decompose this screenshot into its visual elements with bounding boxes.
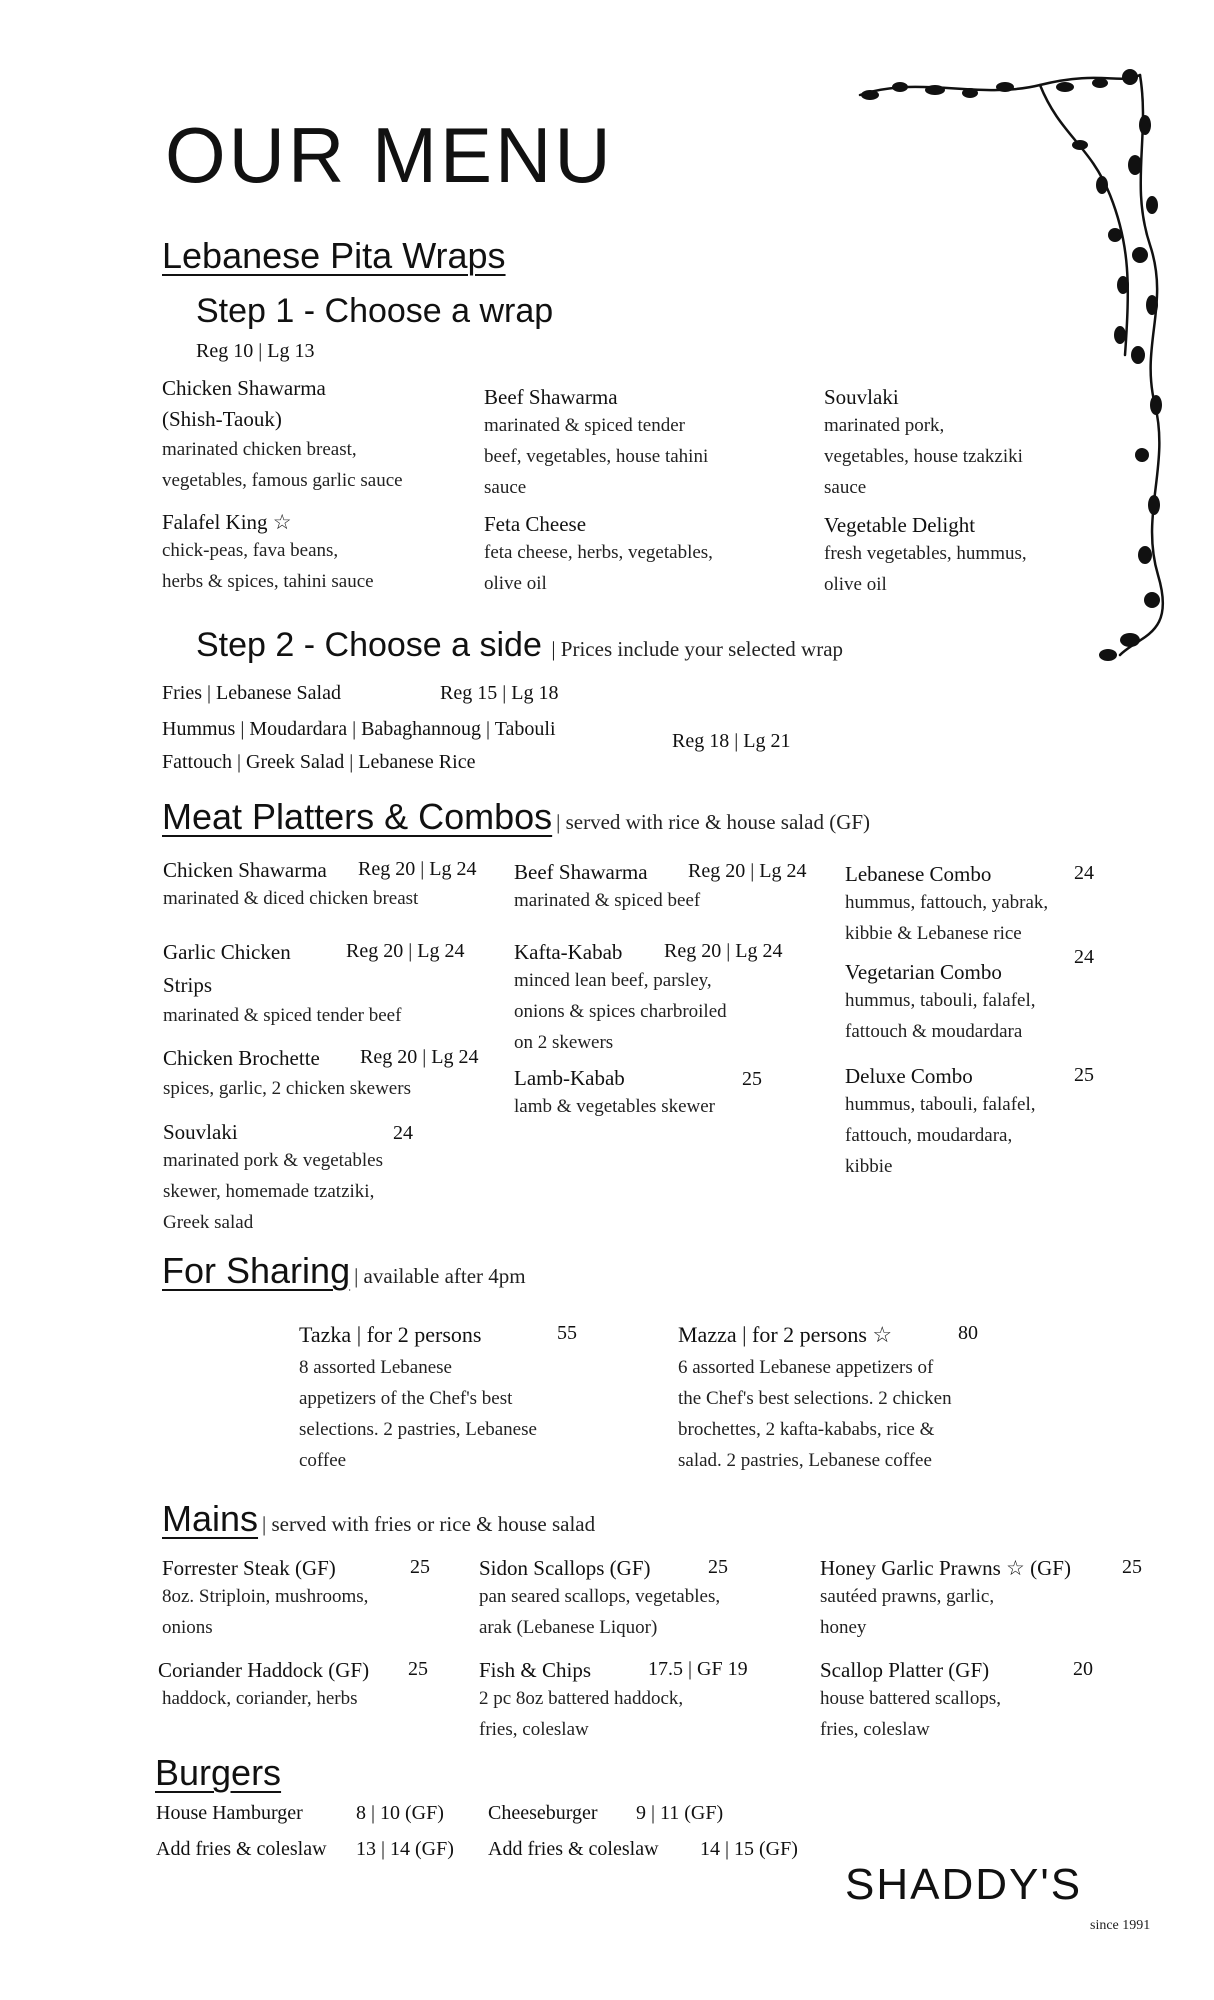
- step1-price: Reg 10 | Lg 13: [196, 340, 315, 362]
- burger-addon-name: Add fries & coleslaw: [488, 1838, 659, 1860]
- section-platters: [162, 796, 870, 838]
- side-text: Fries | Lebanese Salad: [162, 682, 341, 704]
- main-desc: honey: [820, 1617, 867, 1638]
- platter-name: Chicken Shawarma: [163, 858, 327, 882]
- wrap-desc: olive oil: [824, 574, 887, 595]
- main-price: 25: [1122, 1556, 1142, 1578]
- main-desc: pan seared scallops, vegetables,: [479, 1586, 721, 1607]
- section-mains: [162, 1498, 595, 1540]
- platter-price: Reg 20 | Lg 24: [688, 860, 807, 882]
- wrap-item-souvlaki: [824, 385, 1023, 503]
- step2-heading: [196, 626, 843, 665]
- main-name: Coriander Haddock (GF): [158, 1658, 370, 1682]
- platter-desc: kibbie & Lebanese rice: [845, 923, 1022, 944]
- platter-price: 24: [1074, 946, 1094, 968]
- wrap-item-feta-cheese: [484, 512, 713, 599]
- wrap-desc: chick-peas, fava beans,: [162, 540, 339, 561]
- main-name: Forrester Steak (GF): [162, 1556, 336, 1580]
- platter-desc: marinated & diced chicken breast: [163, 888, 419, 909]
- wrap-item-falafel-king: [162, 510, 374, 597]
- sharing-name: Tazka | for 2 persons: [299, 1322, 482, 1347]
- main-item: [820, 1658, 1001, 1745]
- wrap-desc: fresh vegetables, hummus,: [824, 543, 1027, 564]
- platter-price: 24: [1074, 862, 1094, 884]
- wrap-name: Beef Shawarma: [484, 385, 618, 409]
- sharing-desc: 8 assorted Lebanese: [299, 1357, 452, 1378]
- wrap-desc: marinated pork,: [824, 415, 945, 436]
- main-name: Sidon Scallops (GF): [479, 1556, 651, 1580]
- platter-price: 24: [393, 1122, 413, 1144]
- main-name: Scallop Platter (GF): [820, 1658, 990, 1682]
- platter-desc: skewer, homemade tzatziki,: [163, 1181, 375, 1202]
- sharing-desc: appetizers of the Chef's best: [299, 1388, 513, 1409]
- side-price: Reg 18 | Lg 21: [672, 730, 791, 752]
- wrap-desc: marinated & spiced tender: [484, 415, 686, 436]
- sharing-item-tazka: [299, 1322, 537, 1476]
- burger-price: 9 | 11 (GF): [636, 1802, 724, 1824]
- wrap-name-2: (Shish-Taouk): [162, 407, 282, 431]
- side-text-2: Fattouch | Greek Salad | Lebanese Rice: [162, 751, 476, 773]
- side-text: Hummus | Moudardara | Babaghannoug | Tabouli: [162, 718, 556, 740]
- wrap-name: Vegetable Delight: [824, 513, 976, 537]
- platter-name: Deluxe Combo: [845, 1064, 973, 1088]
- page-title: OUR MENU: [165, 111, 614, 199]
- sharing-name: Mazza | for 2 persons ☆: [678, 1322, 893, 1347]
- sharing-desc: selections. 2 pastries, Lebanese: [299, 1419, 537, 1440]
- main-price: 17.5 | GF 19: [648, 1658, 748, 1680]
- platter-name: Kafta-Kabab: [514, 940, 623, 964]
- burger-name: House Hamburger: [156, 1802, 303, 1824]
- main-item: [162, 1556, 368, 1643]
- platter-name: Garlic Chicken: [163, 940, 291, 964]
- platter-desc: marinated & spiced beef: [514, 890, 701, 911]
- wrap-name: Feta Cheese: [484, 512, 587, 536]
- platter-desc: lamb & vegetables skewer: [514, 1096, 716, 1117]
- wrap-desc: vegetables, famous garlic sauce: [162, 470, 403, 491]
- sharing-item-mazza: [678, 1322, 952, 1476]
- platter-desc: minced lean beef, parsley,: [514, 970, 712, 991]
- platter-price: Reg 20 | Lg 24: [664, 940, 783, 962]
- step2-note: | Prices include your selected wrap: [551, 637, 844, 661]
- platter-name: Chicken Brochette: [163, 1046, 320, 1070]
- main-desc: sautéed prawns, garlic,: [820, 1586, 995, 1607]
- platter-desc: onions & spices charbroiled: [514, 1001, 727, 1022]
- brand-logo-text: SHADDY'S: [845, 1860, 1083, 1909]
- burger-addon-name: Add fries & coleslaw: [156, 1838, 327, 1860]
- section-heading-burgers: Burgers: [155, 1752, 282, 1793]
- sharing-price: 55: [557, 1322, 577, 1344]
- platter-name: Vegetarian Combo: [845, 960, 1002, 984]
- main-desc: 2 pc 8oz battered haddock,: [479, 1688, 684, 1709]
- platter-item: [514, 860, 700, 916]
- main-price: 25: [410, 1556, 430, 1578]
- section-heading-platters: Meat Platters & Combos: [162, 796, 553, 837]
- platter-desc: hummus, tabouli, falafel,: [845, 1094, 1036, 1115]
- main-name: Honey Garlic Prawns ☆ (GF): [820, 1556, 1071, 1580]
- main-desc: arak (Lebanese Liquor): [479, 1617, 658, 1638]
- platter-price: Reg 20 | Lg 24: [358, 858, 477, 880]
- main-desc: house battered scallops,: [820, 1688, 1001, 1709]
- sharing-desc: salad. 2 pastries, Lebanese coffee: [678, 1450, 932, 1471]
- platter-desc: hummus, fattouch, yabrak,: [845, 892, 1049, 913]
- step2-title: Step 2 - Choose a side: [196, 626, 542, 664]
- sharing-note: | available after 4pm: [354, 1264, 526, 1288]
- platter-name: Lebanese Combo: [845, 862, 992, 886]
- wrap-desc: herbs & spices, tahini sauce: [162, 571, 374, 592]
- platter-desc: marinated & spiced tender beef: [163, 1005, 402, 1026]
- wrap-desc: beef, vegetables, house tahini: [484, 446, 709, 467]
- section-sharing: [162, 1250, 526, 1292]
- wrap-item-vegetable-delight: [824, 513, 1027, 600]
- platter-desc: on 2 skewers: [514, 1032, 614, 1053]
- section-heading-wraps: Lebanese Pita Wraps: [162, 235, 506, 276]
- main-name: Fish & Chips: [479, 1658, 592, 1682]
- main-desc: fries, coleslaw: [820, 1719, 930, 1740]
- burger-addon-price: 13 | 14 (GF): [356, 1838, 454, 1860]
- sharing-desc: the Chef's best selections. 2 chicken: [678, 1388, 952, 1409]
- main-desc: onions: [162, 1617, 213, 1638]
- main-price: 25: [708, 1556, 728, 1578]
- platter-price: 25: [1074, 1064, 1094, 1086]
- platter-price: 25: [742, 1068, 762, 1090]
- wrap-desc: sauce: [484, 477, 527, 498]
- platter-desc: hummus, tabouli, falafel,: [845, 990, 1036, 1011]
- platter-name: Souvlaki: [163, 1120, 238, 1144]
- mains-note: | served with fries or rice & house salad: [262, 1512, 596, 1536]
- sharing-desc: 6 assorted Lebanese appetizers of: [678, 1357, 934, 1378]
- main-item: [158, 1658, 369, 1714]
- platter-desc: marinated pork & vegetables: [163, 1150, 384, 1171]
- platter-desc: fattouch, moudardara,: [845, 1125, 1013, 1146]
- platter-price: Reg 20 | Lg 24: [346, 940, 465, 962]
- main-item: [820, 1556, 1071, 1643]
- wrap-name: Souvlaki: [824, 385, 899, 409]
- platter-item: [845, 960, 1035, 1047]
- main-desc: haddock, coriander, herbs: [162, 1688, 358, 1709]
- wrap-desc: marinated chicken breast,: [162, 439, 357, 460]
- wrap-desc: feta cheese, herbs, vegetables,: [484, 542, 713, 563]
- main-item: [479, 1556, 720, 1643]
- wrap-name: Falafel King ☆: [162, 510, 292, 534]
- platter-desc: spices, garlic, 2 chicken skewers: [163, 1078, 411, 1099]
- platter-item: [514, 1066, 715, 1122]
- platters-note: | served with rice & house salad (GF): [556, 810, 871, 834]
- burger-addon-price: 14 | 15 (GF): [700, 1838, 798, 1860]
- burger-name: Cheeseburger: [488, 1802, 598, 1824]
- platter-name-2: Strips: [163, 973, 213, 997]
- brand-since: since 1991: [1090, 1918, 1151, 1933]
- wrap-item-chicken-shawarma: [162, 376, 403, 496]
- wrap-item-beef-shawarma: [484, 385, 708, 503]
- platter-price: Reg 20 | Lg 24: [360, 1046, 479, 1068]
- platter-item: [163, 1120, 383, 1238]
- main-price: 20: [1073, 1658, 1093, 1680]
- main-price: 25: [408, 1658, 428, 1680]
- section-heading-sharing: For Sharing: [162, 1250, 351, 1291]
- main-desc: 8oz. Striploin, mushrooms,: [162, 1586, 369, 1607]
- platter-desc: kibbie: [845, 1156, 893, 1177]
- platter-name: Beef Shawarma: [514, 860, 648, 884]
- wrap-name: Chicken Shawarma: [162, 376, 326, 400]
- platter-name: Lamb-Kabab: [514, 1066, 625, 1090]
- sharing-price: 80: [958, 1322, 978, 1344]
- burger-price: 8 | 10 (GF): [356, 1802, 444, 1824]
- side-price: Reg 15 | Lg 18: [440, 682, 559, 704]
- platter-desc: fattouch & moudardara: [845, 1021, 1023, 1042]
- main-desc: fries, coleslaw: [479, 1719, 589, 1740]
- sharing-desc: coffee: [299, 1450, 347, 1471]
- step1-heading: Step 1 - Choose a wrap: [196, 292, 554, 330]
- section-heading-mains: Mains: [162, 1498, 259, 1539]
- wrap-desc: olive oil: [484, 573, 547, 594]
- sharing-desc: brochettes, 2 kafta-kababs, rice &: [678, 1419, 935, 1440]
- wrap-desc: sauce: [824, 477, 867, 498]
- platter-item: [845, 862, 1048, 949]
- platter-item: [845, 1064, 1035, 1182]
- wrap-desc: vegetables, house tzakziki: [824, 446, 1023, 467]
- platter-desc: Greek salad: [163, 1212, 254, 1233]
